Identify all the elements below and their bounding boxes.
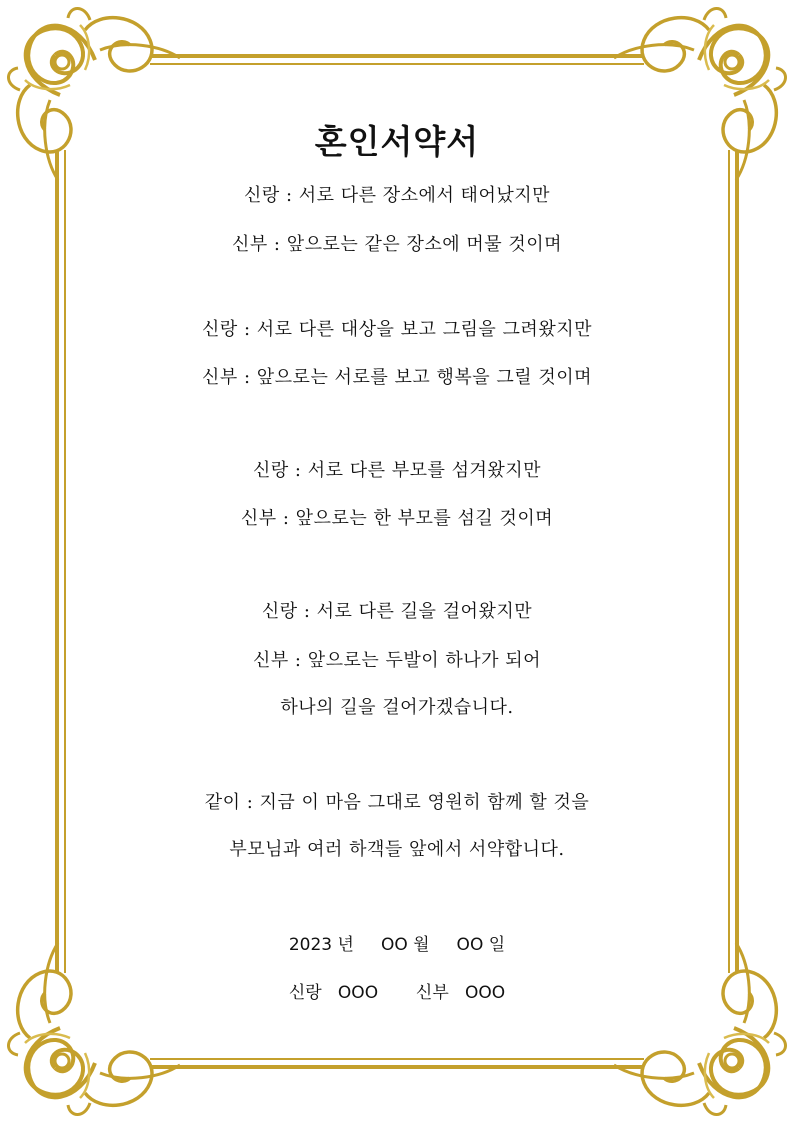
vow-line: 신랑 : 서로 다른 부모를 섬겨왔지만 <box>252 460 542 481</box>
vow-line: 하나의 길을 걸어가겠습니다. <box>280 697 514 718</box>
vow-line: 부모님과 여러 하객들 앞에서 서약합니다. <box>229 839 565 860</box>
date-line: 2023 년 OO 월 OO 일 <box>288 935 506 955</box>
document-title: 혼인서약서 <box>314 122 480 161</box>
vow-line: 같이 : 지금 이 마음 그대로 영원히 함께 할 것을 <box>204 792 590 813</box>
corner-ornament-bottom-left <box>8 943 180 1115</box>
corner-ornament-bottom-right <box>614 943 786 1115</box>
vow-line: 신부 : 앞으로는 같은 장소에 머물 것이며 <box>231 234 563 255</box>
vow-line: 신부 : 앞으로는 한 부모를 섬길 것이며 <box>240 508 554 529</box>
vow-line: 신랑 : 서로 다른 대상을 보고 그림을 그려왔지만 <box>202 319 592 340</box>
signature-line: 신랑 OOO 신부 OOO <box>288 983 506 1003</box>
vow-line: 신부 : 앞으로는 두발이 하나가 되어 <box>252 650 542 671</box>
vow-line: 신랑 : 서로 다른 길을 걸어왔지만 <box>261 601 533 622</box>
vow-line: 신부 : 앞으로는 서로를 보고 행복을 그릴 것이며 <box>202 367 592 388</box>
vow-line: 신랑 : 서로 다른 장소에서 태어났지만 <box>244 185 550 206</box>
